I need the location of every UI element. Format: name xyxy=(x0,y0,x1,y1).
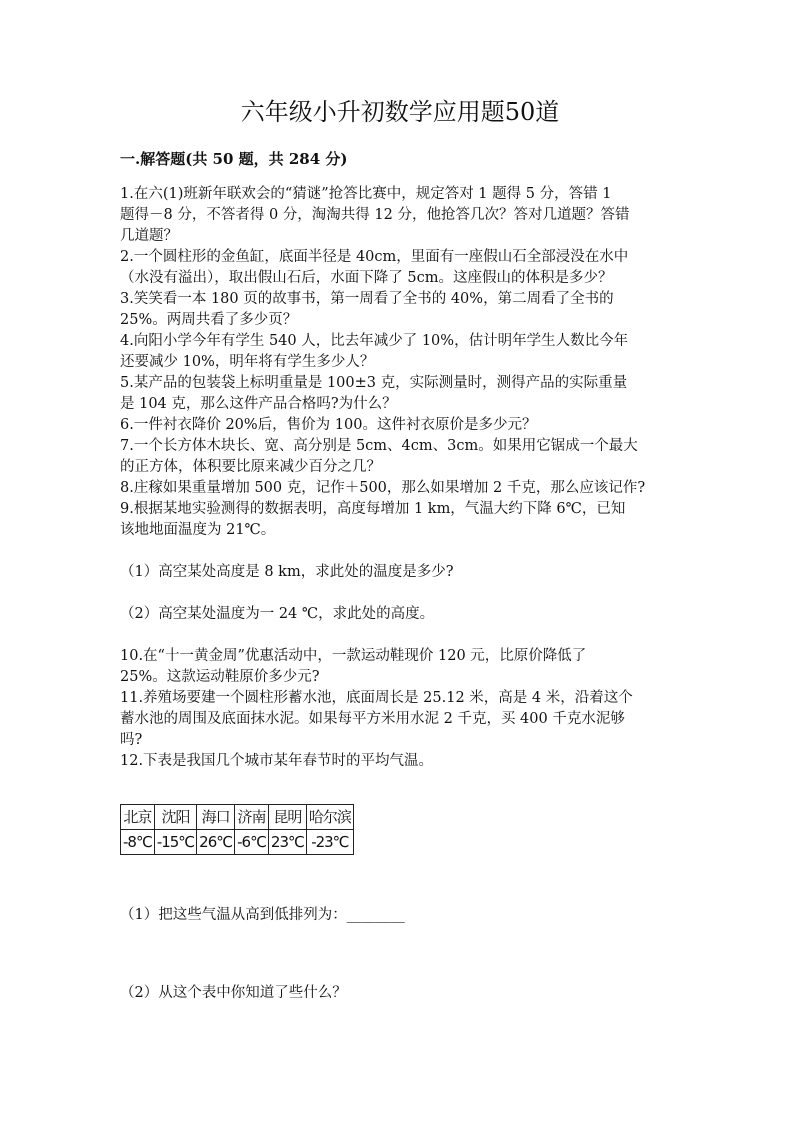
question-1 xyxy=(120,184,700,247)
question-8 xyxy=(120,478,700,499)
question-line: 几道题？ xyxy=(120,228,178,244)
question-line: 2.一个圆柱形的金鱼缸，底面半径是 40cm，里面有一座假山石全部浸没在水中 xyxy=(120,249,629,265)
table-cell-city: 济南 xyxy=(235,805,269,830)
table-cell-city: 沈阳 xyxy=(154,805,196,830)
question-9 xyxy=(120,499,700,646)
question-4 xyxy=(120,331,700,373)
table-cell-temp: -23℃ xyxy=(306,830,353,855)
question-line: 9.根据某地实验测得的数据表明，高度每增加 1 km，气温大约下降 6℃，已知 xyxy=(120,501,626,517)
table-row-temps xyxy=(121,830,354,855)
question-line: 25%。两周共看了多少页？ xyxy=(120,312,298,328)
table-cell-temp: 26℃ xyxy=(197,830,235,855)
question-line: 该地地面温度为 21℃。 xyxy=(120,522,276,538)
table-cell-city: 昆明 xyxy=(268,805,306,830)
subquestion-12-2: （2）从这个表中你知道了些什么？ xyxy=(120,985,347,1001)
question-line: 12.下表是我国几个城市某年春节时的平均气温。 xyxy=(120,753,434,769)
question-3 xyxy=(120,289,700,331)
question-line: 还要减少 10%，明年将有学生多少人？ xyxy=(120,354,375,370)
question-line: 1.在六(1)班新年联欢会的“猜谜”抢答比赛中，规定答对 1 题得 5 分，答错 1 xyxy=(120,186,612,202)
table-cell-temp: 23℃ xyxy=(268,830,306,855)
question-line: 8.庄稼如果重量增加 500 克，记作＋500，那么如果增加 2 千克，那么应该记作? xyxy=(120,480,646,496)
question-5 xyxy=(120,373,700,415)
subquestion-12-1: （1）把这些气温从高到低排列为：________ xyxy=(120,907,405,923)
questions-body xyxy=(120,184,700,772)
question-7 xyxy=(120,436,700,478)
question-line: 10.在“十一黄金周”优惠活动中，一款运动鞋现价 120 元，比原价降低了 xyxy=(120,648,587,664)
question-line: 蓄水池的周围及底面抹水泥。如果每平方米用水泥 2 千克，买 400 千克水泥够 xyxy=(120,711,625,727)
table-cell-temp: -15℃ xyxy=(154,830,196,855)
question-line: 吗? xyxy=(120,732,143,748)
table-cell-temp: -6℃ xyxy=(235,830,269,855)
temperature-table xyxy=(120,804,354,855)
section-heading: 一.解答题(共 50 题，共 284 分) xyxy=(120,150,348,168)
question-line: 25%。这款运动鞋原价多少元? xyxy=(120,669,320,685)
question-2 xyxy=(120,247,700,289)
page-title: 六年级小升初数学应用题50道 xyxy=(240,98,560,126)
question-line: 题得－8 分，不答者得 0 分，淘淘共得 12 分，他抢答几次？答对几道题？答错 xyxy=(120,207,630,223)
question-line: 3.笑笑看一本 180 页的故事书，第一周看了全书的 40%，第二周看了全书的 xyxy=(120,291,614,307)
table-row-cities xyxy=(121,805,354,830)
question-10 xyxy=(120,646,700,688)
question-line: 5.某产品的包装袋上标明重量是 100±3 克，实际测量时，测得产品的实际重量 xyxy=(120,375,628,391)
question-line: （水没有溢出），取出假山石后，水面下降了 5cm。这座假山的体积是多少？ xyxy=(120,270,613,286)
question-line: 11.养殖场要建一个圆柱形蓄水池，底面周长是 25.12 米，高是 4 米，沿着这个 xyxy=(120,690,633,706)
question-6 xyxy=(120,415,700,436)
question-11 xyxy=(120,688,700,751)
temperature-table-wrap xyxy=(120,804,354,855)
question-line: 6.一件衬衣降价 20%后，售价为 100。这件衬衣原价是多少元？ xyxy=(120,417,537,433)
question-line: 4.向阳小学今年有学生 540 人，比去年减少了 10%，估计明年学生人数比今年 xyxy=(120,333,629,349)
table-cell-city: 海口 xyxy=(197,805,235,830)
question-line: 7.一个长方体木块长、宽、高分别是 5cm、4cm、3cm。如果用它锯成一个最大 xyxy=(120,438,638,454)
subquestion: （1）高空某处高度是 8 km，求此处的温度是多少? xyxy=(120,564,454,580)
question-line: 是 104 克，那么这件产品合格吗?为什么？ xyxy=(120,396,397,412)
table-cell-temp: -8℃ xyxy=(121,830,155,855)
subquestion: （2）高空某处温度为一 24 ℃，求此处的高度。 xyxy=(120,606,435,622)
table-cell-city: 北京 xyxy=(121,805,155,830)
question-line: 的正方体，体积要比原来减少百分之几？ xyxy=(120,459,381,475)
question-12 xyxy=(120,751,700,772)
table-cell-city: 哈尔滨 xyxy=(306,805,353,830)
